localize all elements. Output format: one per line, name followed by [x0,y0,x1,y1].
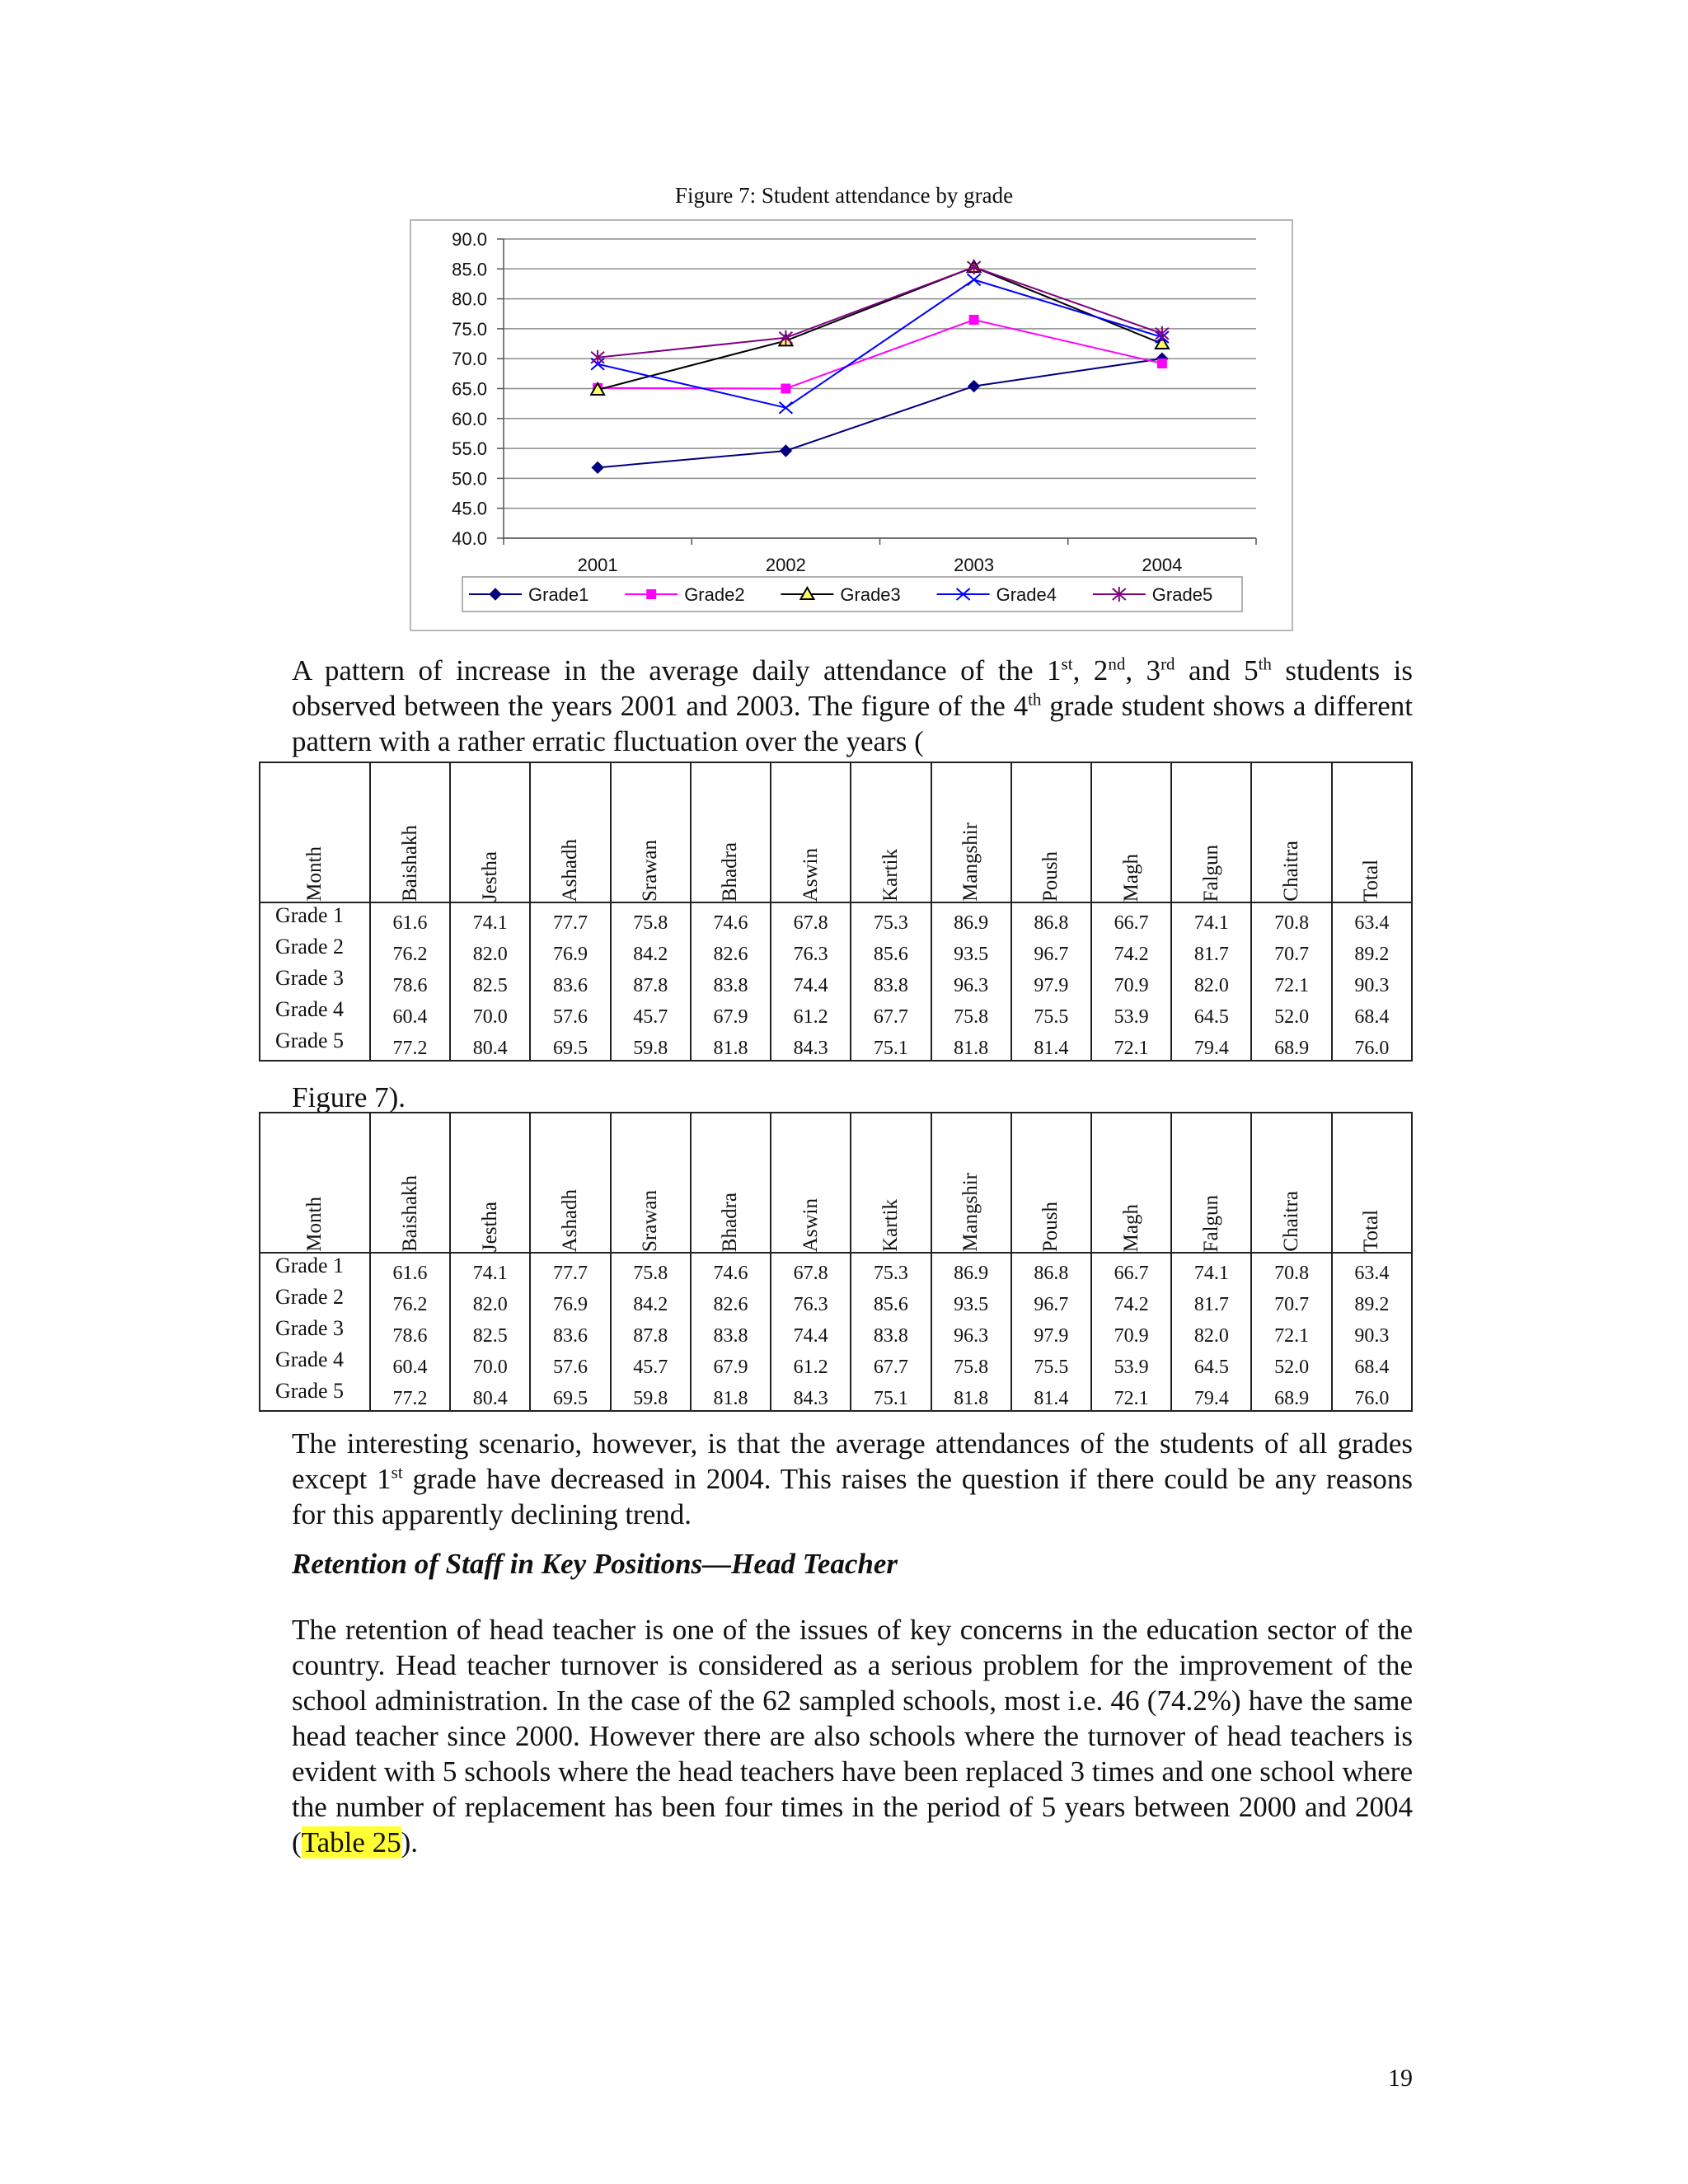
row-label: Grade 4 [260,997,370,1029]
table-cell: 68.4 [1332,997,1412,1029]
column-header [1171,762,1251,902]
table-cell: 96.3 [931,966,1011,997]
table-cell: 76.3 [771,935,851,966]
row-label: Grade 5 [260,1029,370,1061]
table-cell: 81.8 [931,1379,1011,1411]
paragraph-decline [292,1426,1413,1532]
para1-text-4: and 5 [1175,654,1259,687]
para1-text-6: grade student shows a different pattern with a rather erratic fluctuation over the years ( [292,690,1414,757]
table-row [260,1285,1412,1316]
x-tick-label: 2002 [765,555,806,575]
table-cell: 70.7 [1251,1285,1331,1316]
table-cell: 76.9 [530,935,610,966]
data-point-grade2 [1157,359,1167,368]
table-cell: 83.8 [851,966,931,997]
column-header-label: Falgun [1199,1194,1222,1252]
column-header [260,762,370,902]
column-header [1332,762,1412,902]
column-header-label: Srawan [639,840,662,902]
table-cell: 64.5 [1171,997,1251,1029]
y-tick-label: 50.0 [452,468,487,490]
column-header [1332,1113,1412,1253]
table-cell: 93.5 [931,1285,1011,1316]
table-cell: 74.6 [691,1253,771,1285]
table-cell: 78.6 [370,966,450,997]
table-cell: 96.7 [1011,1285,1091,1316]
table-row [260,1253,1412,1285]
table-cell: 53.9 [1091,997,1171,1029]
column-header-label: Jestha [478,851,501,902]
table-cell: 75.3 [851,1253,931,1285]
page-number: 19 [1388,2064,1413,2092]
table-cell: 74.6 [691,902,771,935]
column-header-label: Poush [1039,1201,1062,1252]
table-cell: 83.6 [530,966,610,997]
column-header-label: Magh [1119,853,1142,902]
column-header [691,1113,771,1253]
table-cell: 75.8 [931,997,1011,1029]
table-row [260,1347,1412,1379]
table-cell: 63.4 [1332,1253,1412,1285]
table-cell: 74.1 [450,902,530,935]
legend-label: Grade5 [1151,584,1213,605]
table-cell: 97.9 [1011,1316,1091,1347]
table-reference-link[interactable]: Table 25 [301,1826,401,1858]
paragraph-attendance-pattern [292,653,1413,759]
table-row [260,902,1412,935]
column-header [771,762,851,902]
table-cell: 83.8 [851,1316,931,1347]
data-point-grade2 [781,384,790,394]
y-tick-label: 70.0 [452,349,487,370]
column-header-label: Mangshir [959,823,982,902]
para2-text-1: The interesting scenario, however, is that the average attendances of the students of all grades except 1 [292,1427,1413,1495]
table-cell: 75.3 [851,902,931,935]
data-point-grade1 [780,445,791,457]
table-cell: 68.4 [1332,1347,1412,1379]
table-cell: 86.9 [931,1253,1011,1285]
para2-sup-1: st [391,1462,403,1483]
x-tick-label: 2004 [1142,555,1183,575]
table-cell: 77.7 [530,1253,610,1285]
table-cell: 81.8 [691,1379,771,1411]
table-row [260,935,1412,966]
table-cell: 61.6 [370,902,450,935]
column-header-label: Magh [1119,1203,1142,1252]
column-header-label: Month [302,1197,326,1252]
column-header [1011,762,1091,902]
table-cell: 45.7 [611,997,691,1029]
table-cell: 64.5 [1171,1347,1251,1379]
table-cell: 69.5 [530,1029,610,1061]
table-cell: 85.6 [851,1285,931,1316]
para1-text-1: A pattern of increase in the average daily attendance of the 1 [292,654,1062,687]
row-label: Grade 4 [260,1347,370,1379]
table-cell: 75.1 [851,1029,931,1061]
y-tick-label: 45.0 [452,498,487,519]
table-cell: 79.4 [1171,1029,1251,1061]
para1-text-5: students is observed between the years 2001 and 2003. The figure of the 4 [292,654,1413,722]
row-label: Grade 2 [260,1285,370,1316]
para1-text-2: , 2 [1072,654,1109,687]
table-cell: 75.8 [931,1347,1011,1379]
column-header [1011,1113,1091,1253]
table-cell: 72.1 [1091,1029,1171,1061]
column-header [611,762,691,902]
para1-sup-2: nd [1108,654,1126,674]
legend-label: Grade2 [684,584,745,605]
table-cell: 72.1 [1251,1316,1331,1347]
table-cell: 75.1 [851,1379,931,1411]
column-header [1251,762,1331,902]
legend-label: Grade3 [840,584,901,605]
column-header [931,1113,1011,1253]
table-cell: 76.2 [370,935,450,966]
para1-sup-4: th [1258,654,1272,674]
para2-text-2: grade have decreased in 2004. This raises the question if there could be any reasons for this apparently declining trend. [292,1463,1414,1530]
para1-text-3: , 3 [1125,654,1161,687]
column-header-label: Jestha [478,1201,501,1252]
table-cell: 66.7 [1091,902,1171,935]
chart-svg [411,221,1292,630]
column-header-label: Baishakh [398,824,421,902]
table-cell: 72.1 [1251,966,1331,997]
column-header-label: Ashadh [558,1188,581,1252]
table-cell: 84.3 [771,1379,851,1411]
table-cell: 77.7 [530,902,610,935]
column-header-label: Total [1360,1209,1383,1252]
section-heading: Retention of Staff in Key Positions—Head Teacher [292,1548,898,1580]
column-header [370,762,450,902]
table-cell: 90.3 [1332,966,1412,997]
table-cell: 70.0 [450,1347,530,1379]
table-cell: 81.4 [1011,1379,1091,1411]
table-cell: 87.8 [611,966,691,997]
row-label: Grade 1 [260,1253,370,1285]
table-cell: 83.8 [691,1316,771,1347]
table-cell: 67.8 [771,902,851,935]
column-header-label: Srawan [639,1190,662,1252]
legend-label: Grade4 [996,584,1057,605]
table-cell: 80.4 [450,1029,530,1061]
table-cell: 79.4 [1171,1379,1251,1411]
row-label: Grade 3 [260,1316,370,1347]
row-label: Grade 5 [260,1379,370,1411]
data-point-grade2 [969,315,979,325]
column-header [1091,1113,1171,1253]
table-row [260,1316,1412,1347]
column-header-label: Aswin [799,1197,822,1252]
table-cell: 67.9 [691,997,771,1029]
column-header [851,1113,931,1253]
para3-text: The retention of head teacher is one of the issues of key concerns in the education sector of the country. Head teacher turnover is considered as a serious problem for the improvement of the school administration. In the case of the 62 sampled schools, most i.e. 46 (74.2%) have the same head teacher since 2000. However there are also schools where the turnover of head teachers is evident with 5 schools where the head teachers have been replaced 3 times and one school where the number of replacement has been four times in the period of 5 years between 2000 and 2004 ( [292,1614,1413,1858]
column-header-label: Ashadh [558,838,581,902]
table-cell: 77.2 [370,1379,450,1411]
table-cell: 75.5 [1011,1347,1091,1379]
table-row [260,1029,1412,1061]
series-line-grade1 [598,359,1162,467]
table-cell: 83.6 [530,1316,610,1347]
column-header-label: Baishakh [398,1174,421,1252]
y-tick-label: 75.0 [452,318,487,340]
table-row [260,997,1412,1029]
table-cell: 76.3 [771,1285,851,1316]
table-cell: 61.6 [370,1253,450,1285]
table-cell: 70.7 [1251,935,1331,966]
table-cell: 70.8 [1251,902,1331,935]
table-cell: 81.7 [1171,1285,1251,1316]
table-cell: 70.9 [1091,966,1171,997]
table-cell: 90.3 [1332,1316,1412,1347]
column-header [530,762,610,902]
table-cell: 76.2 [370,1285,450,1316]
table-cell: 78.6 [370,1316,450,1347]
column-header-label: Kartik [879,849,902,902]
table-cell: 67.9 [691,1347,771,1379]
table-cell: 74.1 [1171,1253,1251,1285]
y-tick-label: 55.0 [452,438,487,460]
table-cell: 85.6 [851,935,931,966]
column-header [1171,1113,1251,1253]
table-cell: 89.2 [1332,935,1412,966]
table-cell: 67.8 [771,1253,851,1285]
y-tick-label: 40.0 [452,528,487,549]
table-cell: 82.6 [691,1285,771,1316]
table-cell: 68.9 [1251,1029,1331,1061]
table-cell: 63.4 [1332,902,1412,935]
table-cell: 96.3 [931,1316,1011,1347]
column-header [1251,1113,1331,1253]
table-cell: 60.4 [370,997,450,1029]
column-header [450,762,530,902]
attendance-table-1 [259,762,1413,1062]
table-cell: 61.2 [771,1347,851,1379]
column-header [370,1113,450,1253]
table-cell: 59.8 [611,1029,691,1061]
column-header-label: Bhadra [719,1192,742,1252]
column-header [771,1113,851,1253]
column-header [611,1113,691,1253]
table-cell: 70.0 [450,997,530,1029]
table-cell: 72.1 [1091,1379,1171,1411]
row-label: Grade 1 [260,902,370,935]
column-header-label: Total [1360,859,1383,902]
column-header [450,1113,530,1253]
table-cell: 81.8 [691,1029,771,1061]
y-tick-label: 90.0 [452,229,487,250]
paragraph-retention [292,1612,1413,1860]
column-header-label: Poush [1039,851,1062,902]
attendance-chart [410,219,1293,631]
y-tick-label: 60.0 [452,408,487,429]
table-cell: 75.8 [611,1253,691,1285]
table-cell: 82.0 [1171,966,1251,997]
data-point-grade1 [592,462,603,473]
table-cell: 76.9 [530,1285,610,1316]
table-cell: 87.8 [611,1316,691,1347]
table-cell: 82.5 [450,966,530,997]
table-cell: 86.8 [1011,902,1091,935]
table-cell: 76.0 [1332,1029,1412,1061]
table-cell: 59.8 [611,1379,691,1411]
table-cell: 82.6 [691,935,771,966]
table-row [260,1379,1412,1411]
column-header [851,762,931,902]
table-cell: 74.4 [771,1316,851,1347]
column-header [1091,762,1171,902]
table-cell: 75.8 [611,902,691,935]
column-header [530,1113,610,1253]
row-label: Grade 3 [260,966,370,997]
table-cell: 84.2 [611,935,691,966]
column-header-label: Mangshir [959,1173,982,1252]
legend-marker [646,589,656,599]
column-header-label: Chaitra [1280,841,1303,902]
table-cell: 69.5 [530,1379,610,1411]
table-cell: 45.7 [611,1347,691,1379]
row-label: Grade 2 [260,935,370,966]
table-cell: 52.0 [1251,997,1331,1029]
column-header [931,762,1011,902]
table-cell: 57.6 [530,1347,610,1379]
table-cell: 86.9 [931,902,1011,935]
figure-reference: Figure 7). [292,1081,406,1113]
data-point-grade4 [779,402,792,414]
legend-label: Grade1 [528,584,589,605]
table-cell: 61.2 [771,997,851,1029]
table-cell: 74.1 [450,1253,530,1285]
table-cell: 82.5 [450,1316,530,1347]
column-header-label: Bhadra [719,841,742,902]
table-cell: 84.2 [611,1285,691,1316]
x-tick-label: 2003 [954,555,995,575]
table-cell: 81.4 [1011,1029,1091,1061]
table-cell: 57.6 [530,997,610,1029]
column-header-label: Aswin [799,847,822,902]
table-cell: 74.2 [1091,1285,1171,1316]
table-cell: 89.2 [1332,1285,1412,1316]
table-cell: 74.2 [1091,935,1171,966]
table-cell: 80.4 [450,1379,530,1411]
column-header [260,1113,370,1253]
data-point-grade1 [968,381,980,392]
column-header-label: Kartik [879,1199,902,1252]
table-cell: 84.3 [771,1029,851,1061]
attendance-table-2 [259,1112,1413,1412]
table-cell: 97.9 [1011,966,1091,997]
table-cell: 53.9 [1091,1347,1171,1379]
table-cell: 60.4 [370,1347,450,1379]
y-tick-label: 80.0 [452,288,487,310]
table-cell: 70.8 [1251,1253,1331,1285]
table-cell: 81.8 [931,1029,1011,1061]
table-cell: 81.7 [1171,935,1251,966]
column-header [691,762,771,902]
table-cell: 93.5 [931,935,1011,966]
para1-sup-1: st [1061,654,1073,674]
table-cell: 52.0 [1251,1347,1331,1379]
y-tick-label: 85.0 [452,259,487,280]
table-cell: 74.1 [1171,902,1251,935]
table-cell: 66.7 [1091,1253,1171,1285]
column-header-label: Chaitra [1280,1191,1303,1252]
table-row [260,966,1412,997]
table-cell: 82.0 [1171,1316,1251,1347]
para1-sup-3: rd [1160,654,1175,674]
table-cell: 70.9 [1091,1316,1171,1347]
para1-sup-5: th [1028,689,1042,710]
table-cell: 82.0 [450,1285,530,1316]
table-cell: 82.0 [450,935,530,966]
figure-caption: Figure 7: Student attendance by grade [674,183,1014,208]
table-cell: 83.8 [691,966,771,997]
table-cell: 86.8 [1011,1253,1091,1285]
x-tick-label: 2001 [577,555,618,575]
data-point-grade4 [968,274,981,285]
table-cell: 74.4 [771,966,851,997]
y-tick-label: 65.0 [452,378,487,400]
table-cell: 68.9 [1251,1379,1331,1411]
column-header-label: Month [302,846,326,902]
table-cell: 67.7 [851,997,931,1029]
para3-tail: ). [401,1826,419,1858]
column-header-label: Falgun [1199,844,1222,902]
table-cell: 76.0 [1332,1379,1412,1411]
table-cell: 75.5 [1011,997,1091,1029]
table-cell: 77.2 [370,1029,450,1061]
series-line-grade2 [598,320,1162,388]
table-cell: 67.7 [851,1347,931,1379]
table-cell: 96.7 [1011,935,1091,966]
